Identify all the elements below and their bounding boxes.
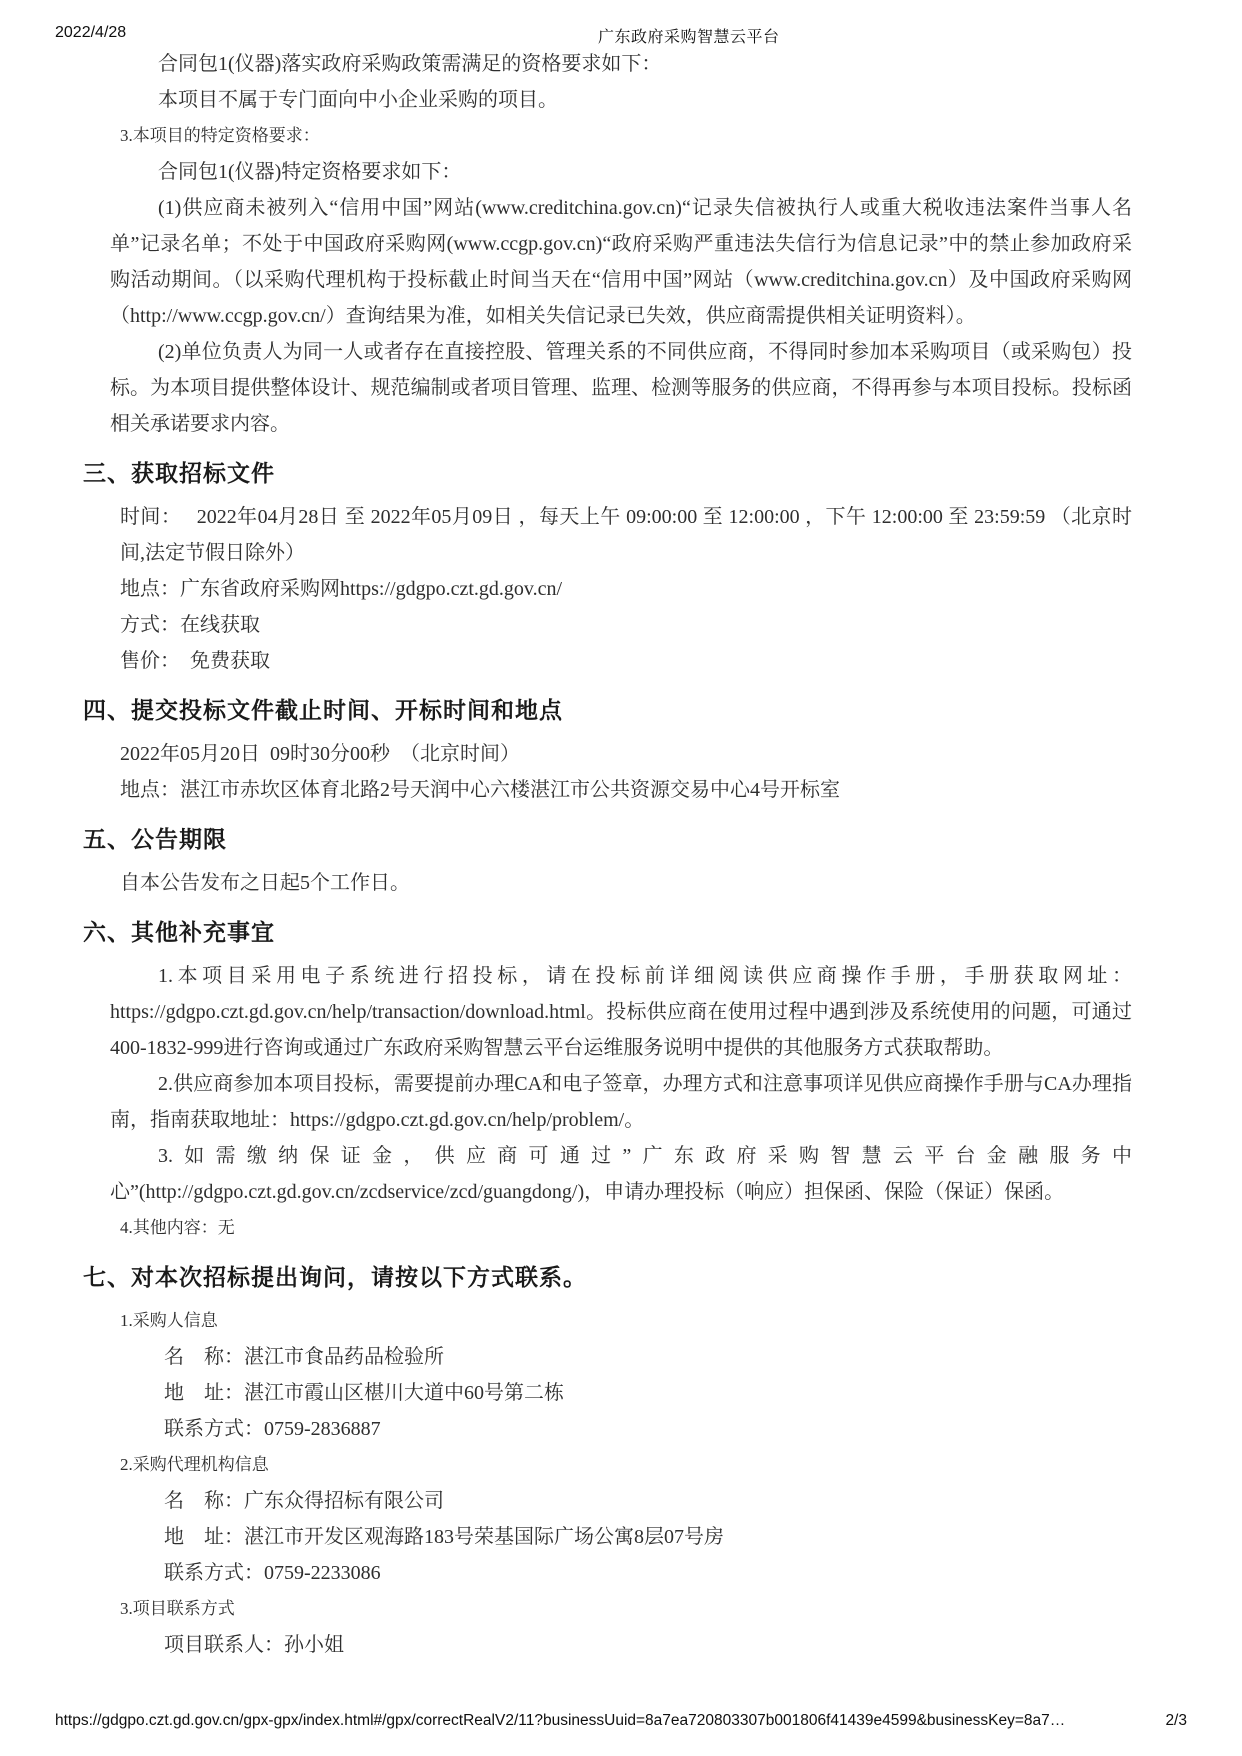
agency-contact-line: 联系方式：0759-2233086 [164,1562,381,1584]
purchaser-info-label: 1.采购人信息 [120,1311,218,1330]
print-date: 2022/4/28 [55,24,127,41]
print-footer [55,1712,1187,1734]
purchaser-address-line: 地 址：湛江市霞山区椹川大道中60号第二栋 [164,1382,564,1404]
supplement-item-1: 1.本项目采用电子系统进行招投标，请在投标前详细阅读供应商操作手册，手册获取网址：https://gdgpo.czt.gd.gov.cn/help/transaction/download.html。投标供应商在使用过程中遇到涉及系统使用的问题，可通过400-1832-999进行咨询或通过广东政府采购智慧云平台运维服务说明中提供的其他服务方式获取帮助。 [110,965,1132,1059]
project-contact-label: 3.项目联系方式 [120,1599,235,1618]
package-policy-line: 合同包1(仪器)落实政府采购政策需满足的资格要求如下： [158,53,662,75]
section-7-heading: 七、对本次招标提出询问，请按以下方式联系。 [83,1265,587,1290]
document-body [83,46,1132,1663]
section-6-heading: 六、其他补充事宜 [83,920,275,945]
purchaser-contact-line: 联系方式：0759-2836887 [164,1418,381,1440]
agency-info-label: 2.采购代理机构信息 [120,1455,269,1474]
agency-address-line: 地 址：湛江市开发区观海路183号荣基国际广场公寓8层07号房 [164,1526,724,1548]
package-specific-line: 合同包1(仪器)特定资格要求如下： [158,161,462,183]
specific-qualification-label: 3.本项目的特定资格要求： [120,126,320,145]
print-source-url: https://gdgpo.czt.gd.gov.cn/gpx-gpx/index.html#/gpx/correctRealV2/11?businessUuid=8a7ea720803307b001806f41439e4599&businessKey=8a7… [55,1712,1066,1729]
section-5-heading: 五、公告期限 [83,827,227,852]
supplement-item-2: 2.供应商参加本项目投标，需要提前办理CA和电子签章，办理方式和注意事项详见供应商操作手册与CA办理指南，指南获取地址：https://gdgpo.czt.gd.gov.cn/help/problem/。 [110,1073,1132,1131]
bid-doc-price-line: 售价： 免费获取 [120,650,270,672]
purchaser-name-line: 名 称：湛江市食品药品检验所 [164,1346,444,1368]
agency-name-line: 名 称：广东众得招标有限公司 [164,1490,444,1512]
deadline-line: 2022年05月20日 09时30分00秒 （北京时间） [120,743,520,765]
supplement-item-3: 3.如需缴纳保证金，供应商可通过”广东政府采购智慧云平台金融服务中心”(http://gdgpo.czt.gd.gov.cn/zcdservice/zcd/guangdong/)，申请办理投标（响应）担保函、保险（保证）保函。 [110,1145,1132,1203]
bid-doc-time-line: 时间： 2022年04月28日 至 2022年05月09日 ，每天上午 09:00:00 至 12:00:00 ，下午 12:00:00 至 23:59:59 （北京时间,法定节假日除外） [120,506,1132,564]
section-3-heading: 三、获取招标文件 [83,461,275,486]
supplement-item-4: 4.其他内容：无 [120,1218,235,1237]
project-contact-person-line: 项目联系人：孙小姐 [164,1634,344,1656]
opening-place-line: 地点：湛江市赤坎区体育北路2号天润中心六楼湛江市公共资源交易中心4号开标室 [120,779,840,801]
print-header [55,24,1187,46]
bid-doc-place-line: 地点：广东省政府采购网https://gdgpo.czt.gd.gov.cn/ [120,578,563,600]
page-number: 2/3 [1165,1712,1187,1729]
announcement-period-line: 自本公告发布之日起5个工作日。 [120,872,410,894]
credit-china-paragraph: (1)供应商未被列入“信用中国”网站(www.creditchina.gov.cn)“记录失信被执行人或重大税收违法案件当事人名单”记录名单；不处于中国政府采购网(www.ccgp.gov.cn)“政府采购严重违法失信行为信息记录”中的禁止参加政府采购活动期间。（以采购代理机构于投标截止时间当天在“信用中国”网站（www.creditchina.gov.cn）及中国政府采购网（http://www.ccgp.gov.cn/）查询结果为准，如相关失信记录已失效，供应商需提供相关证明资料）。 [110,197,1132,327]
same-person-paragraph: (2)单位负责人为同一人或者存在直接控股、管理关系的不同供应商，不得同时参加本采购项目（或采购包）投标。为本项目提供整体设计、规范编制或者项目管理、监理、检测等服务的供应商，不得再参与本项目投标。投标函相关承诺要求内容。 [110,341,1132,435]
section-4-heading: 四、提交投标文件截止时间、开标时间和地点 [83,698,563,723]
sme-statement-line: 本项目不属于专门面向中小企业采购的项目。 [158,89,558,111]
site-title: 广东政府采购智慧云平台 [598,29,780,46]
bid-doc-method-line: 方式：在线获取 [120,614,260,636]
